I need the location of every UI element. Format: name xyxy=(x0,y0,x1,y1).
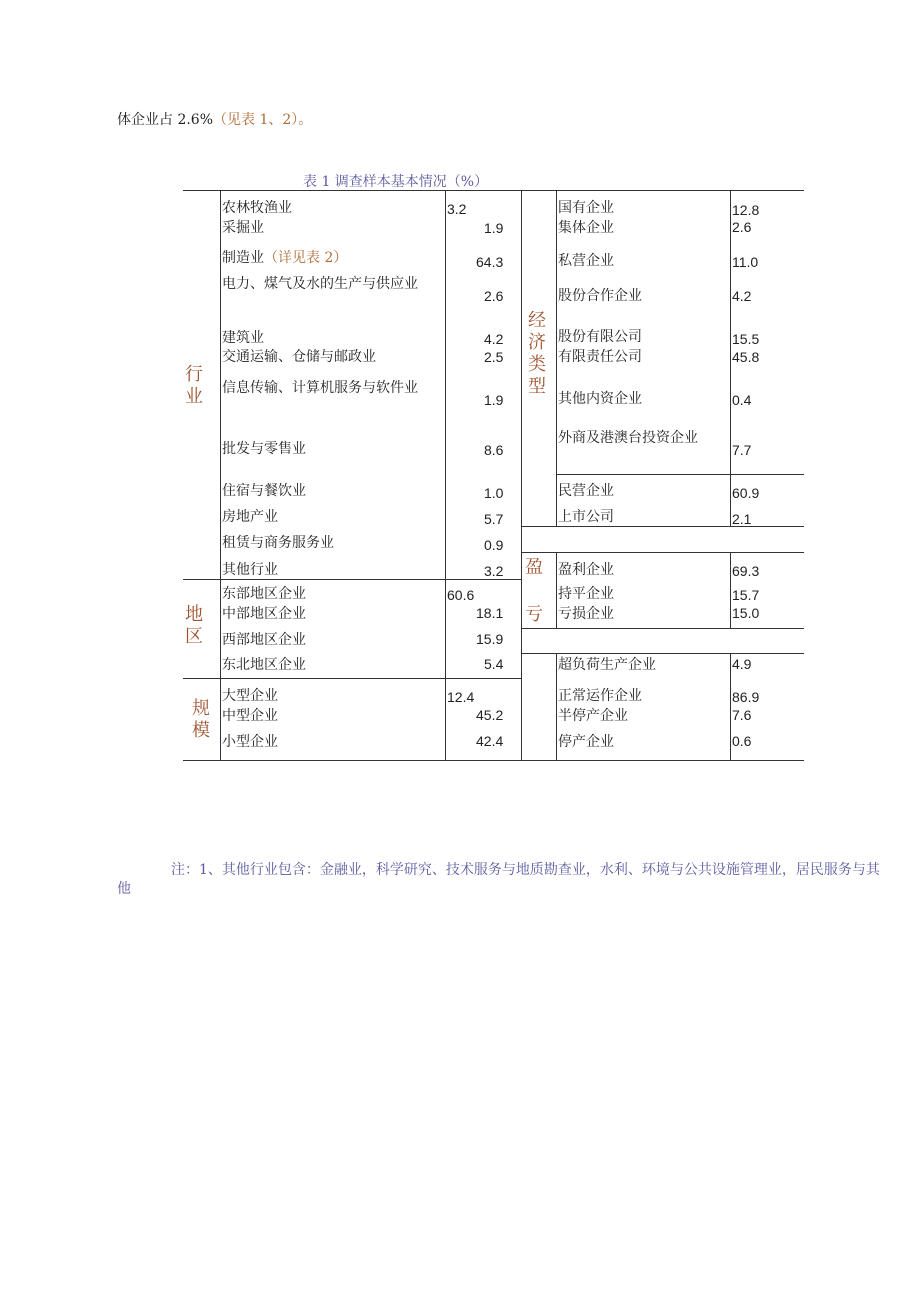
intro-line xyxy=(117,109,312,129)
region-label: 东部地区企业 xyxy=(222,586,306,602)
economic-extra-label: 上市公司 xyxy=(558,509,614,525)
right-value-divider-1 xyxy=(730,190,731,526)
region-label: 东北地区企业 xyxy=(222,657,306,673)
scale-label: 小型企业 xyxy=(222,734,278,750)
table-note: 注：1、其他行业包含：金融业，科学研究、技术服务与地质勘查业，水利、环境与公共设施管理业，居民服务与其他 xyxy=(117,862,880,897)
profit-label: 亏损企业 xyxy=(558,606,614,622)
economic-value: 15.5 xyxy=(732,331,760,347)
intro-text: 体企业占 2.6% xyxy=(117,112,214,128)
industry-value: 2.5 xyxy=(484,349,504,365)
profit-label: 盈利企业 xyxy=(558,562,614,578)
industry-value: 64.3 xyxy=(476,254,504,270)
economic-label: 国有企业 xyxy=(558,200,614,216)
industry-label: 住宿与餐饮业 xyxy=(222,483,306,499)
economic-label: 股份有限公司 xyxy=(558,329,642,345)
left-category-divider xyxy=(220,190,221,760)
economic-label: 其他内资企业 xyxy=(558,391,642,407)
industry-value: 1.9 xyxy=(484,392,504,408)
region-label: 中部地区企业 xyxy=(222,606,306,622)
production-label: 半停产企业 xyxy=(558,708,628,724)
table-caption: 表 1 调查样本基本情况（%） xyxy=(303,174,489,190)
category-economic: 经济类型 xyxy=(528,310,546,397)
scale-value: 12.4 xyxy=(447,689,475,705)
divider-region-scale xyxy=(183,678,521,679)
divider-block-b xyxy=(521,552,804,553)
right-value-divider-2 xyxy=(730,552,731,628)
economic-label: 外商及港澳台投资企业 xyxy=(558,430,698,446)
region-label: 西部地区企业 xyxy=(222,632,306,648)
divider-block-c xyxy=(521,628,804,629)
category-profit-top: 盈 xyxy=(525,557,543,578)
production-value: 7.6 xyxy=(732,707,752,723)
economic-value: 4.2 xyxy=(732,288,752,304)
production-label: 停产企业 xyxy=(558,734,614,750)
divider-economic-extra xyxy=(556,474,804,475)
production-label: 超负荷生产企业 xyxy=(558,657,656,673)
economic-value: 7.7 xyxy=(732,442,752,458)
industry-label: 电力、煤气及水的生产与供应业 xyxy=(222,276,418,292)
divider-block-a xyxy=(521,526,804,527)
category-scale: 规模 xyxy=(192,698,210,741)
economic-value: 0.4 xyxy=(732,392,752,408)
right-category-divider-1 xyxy=(556,190,557,526)
economic-value: 11.0 xyxy=(732,254,759,270)
economic-value: 45.8 xyxy=(732,349,760,365)
production-value: 4.9 xyxy=(732,656,752,672)
profit-value: 15.7 xyxy=(732,587,760,603)
industry-label: 批发与零售业 xyxy=(222,441,306,457)
region-value: 18.1 xyxy=(476,605,504,621)
region-value: 60.6 xyxy=(447,587,475,603)
industry-label: 交通运输、仓储与邮政业 xyxy=(222,349,376,365)
economic-label: 有限责任公司 xyxy=(558,349,642,365)
industry-value: 3.2 xyxy=(484,563,504,579)
production-value: 86.9 xyxy=(732,689,760,705)
right-value-divider-3 xyxy=(730,653,731,760)
industry-label: 农林牧渔业 xyxy=(222,200,292,216)
industry-label: 信息传输、计算机服务与软件业 xyxy=(222,380,418,396)
scale-label: 中型企业 xyxy=(222,708,278,724)
economic-label: 集体企业 xyxy=(558,220,614,236)
economic-value: 12.8 xyxy=(732,202,760,218)
industry-value: 1.0 xyxy=(484,485,504,501)
industry-value: 1.9 xyxy=(484,220,504,236)
industry-label: 采掘业 xyxy=(222,220,264,236)
industry-value: 5.7 xyxy=(484,511,504,527)
right-category-divider-2 xyxy=(556,552,557,628)
table-bottom-border xyxy=(183,760,804,761)
right-category-divider-3 xyxy=(556,653,557,760)
industry-label: 其他行业 xyxy=(222,562,278,578)
economic-extra-value: 60.9 xyxy=(732,485,760,501)
profit-label: 持平企业 xyxy=(558,586,614,602)
region-value: 15.9 xyxy=(476,631,504,647)
scale-label: 大型企业 xyxy=(222,688,278,704)
scale-value: 42.4 xyxy=(476,733,504,749)
industry-ref: （详见表 2） xyxy=(264,250,348,266)
divider-block-d xyxy=(521,653,804,654)
intro-ref: （见表 1、2）。 xyxy=(213,112,313,128)
profit-value: 69.3 xyxy=(732,563,760,579)
economic-value: 2.6 xyxy=(732,219,752,235)
industry-label: 建筑业 xyxy=(222,330,264,346)
middle-divider xyxy=(521,190,522,760)
region-value: 5.4 xyxy=(484,656,504,672)
production-value: 0.6 xyxy=(732,733,752,749)
industry-value: 4.2 xyxy=(484,331,504,347)
industry-label: 房地产业 xyxy=(222,509,278,525)
economic-extra-label: 民营企业 xyxy=(558,483,614,499)
category-profit-bottom: 亏 xyxy=(525,604,543,625)
divider-industry-region xyxy=(183,579,521,580)
profit-value: 15.0 xyxy=(732,605,760,621)
economic-extra-value: 2.1 xyxy=(732,511,752,527)
left-value-divider xyxy=(445,190,446,760)
economic-label: 股份合作企业 xyxy=(558,288,642,304)
industry-value: 0.9 xyxy=(484,537,504,553)
category-region: 地区 xyxy=(185,604,203,647)
industry-label: 制造业 xyxy=(222,250,264,266)
economic-label: 私营企业 xyxy=(558,253,614,269)
industry-label: 租赁与商务服务业 xyxy=(222,535,334,551)
industry-label-manufacturing xyxy=(222,250,347,266)
scale-value: 45.2 xyxy=(476,707,504,723)
table-top-border xyxy=(183,190,804,191)
production-label: 正常运作企业 xyxy=(558,688,642,704)
industry-value: 8.6 xyxy=(484,442,504,458)
industry-value: 3.2 xyxy=(447,201,467,217)
category-industry: 行业 xyxy=(185,364,203,407)
industry-value: 2.6 xyxy=(484,288,504,304)
